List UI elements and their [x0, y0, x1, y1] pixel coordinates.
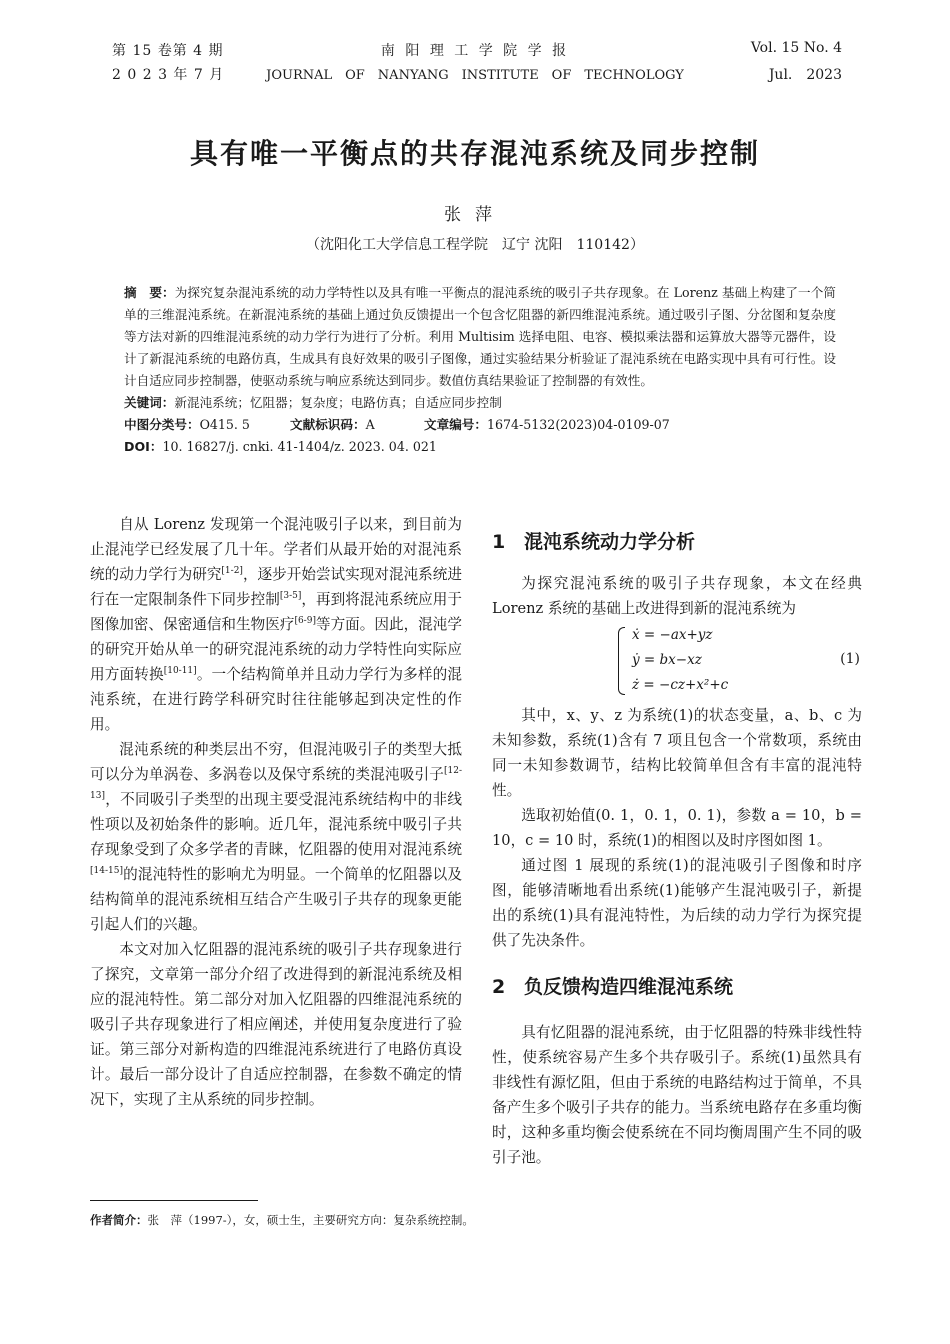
intro-paragraph-2 — [90, 737, 462, 937]
article-number — [424, 417, 670, 432]
equation-lines — [632, 623, 728, 698]
intro-p1-text-b: ，逐步开始尝试实现对混沌系统进行在一定限制条件下同步控制 — [90, 566, 462, 608]
keywords-label: 关键词： — [124, 395, 175, 410]
header-journal-cn: 南 阳 理 工 学 院 学 报 — [380, 43, 570, 59]
article-number-label: 文章编号： — [424, 417, 487, 432]
section-2-heading — [492, 975, 862, 1000]
equation-line-x: ẋ = −ax+yz — [632, 627, 713, 643]
classification-row — [124, 414, 836, 436]
intro-p1-text-c: ，再到将混沌系统应用于图像加密、保密通信和生物医疗 — [90, 591, 462, 633]
equation-1 — [492, 623, 862, 699]
footnote-text: 张 萍（1997-），女，硕士生，主要研究方向：复杂系统控制。 — [147, 1213, 474, 1227]
section-2-paragraph-1: 具有忆阻器的混沌系统，由于忆阻器的特殊非线性特性，使系统容易产生多个共存吸引子。系统(1)虽然具有非线性有源忆阻，但由于系统的电路结构过于简单，不具备产生多个吸引子共存的能力。当系统电路存在多重均衡时，这种多重均衡会使系统在不同均衡周围产生不同的吸引子池。 — [492, 1024, 862, 1166]
citation-10-11: [10-11] — [163, 666, 197, 676]
abstract-text: 为探究复杂混沌系统的动力学特性以及具有唯一平衡点的混沌系统的吸引子共存现象。在 Lorenz 基础上构建了一个简单的三维混沌系统。在新混沌系统的基础上通过负反馈提出一个包含忆阻器的新四维混沌系统。通过吸引子图、分岔图和复杂度等方法对新的四维混沌系统的动力学行为进行了分析。利用 Multisim 选择电阻、电容、模拟乘法器和运算放大器等元器件，设计了新混沌系统的电路仿真，生成具有良好效果的吸引子图像，通过实验结果分析验证了混沌系统在电路实现中具有可行性。设计自适应同步控制器，使驱动系统与响应系统达到同步。数值仿真结果验证了控制器的有效性。 — [124, 285, 836, 388]
doc-code — [290, 414, 424, 436]
header-journal-en: JOURNAL OF NANYANG INSTITUTE OF TECHNOLOGY — [266, 68, 684, 83]
footnote-rule — [90, 1200, 258, 1201]
intro-p2-text-c: 的混沌特性的影响尤为明显。一个简单的忆阻器以及结构简单的混沌系统相互结合产生吸引子共存的现象更能引起人们的兴趣。 — [90, 866, 462, 933]
doi — [124, 436, 836, 458]
equation-line-z: ż = −cz+x²+c — [632, 677, 729, 693]
equation-brace — [618, 627, 625, 695]
intro-p1-text-e: 。一个结构简单并且动力学行为多样的混沌系统，在进行跨学科研究时往往能够起到决定性的作用。 — [90, 666, 462, 733]
abstract-block — [124, 282, 836, 458]
abstract-label: 摘 要： — [124, 285, 175, 300]
citation-6-9: [6-9] — [294, 616, 316, 626]
header-date-en: Jul. 2023 — [768, 67, 842, 83]
abstract — [124, 282, 836, 392]
header-volume-en: Vol. 15 No. 4 — [750, 40, 842, 56]
intro-paragraph-1 — [90, 512, 462, 737]
section-2-title: 负反馈构造四维混沌系统 — [524, 976, 734, 998]
intro-p1-text-a: 自从 Lorenz 发现第一个混沌吸引子以来，到目前为止混沌学已经发展了几十年。学者们从最开始的对混沌系统的动力学行为研究 — [90, 516, 462, 583]
intro-p1-text-d: 等方面。因此，混沌学的研究开始从单一的研究混沌系统的动力学特性向实际应用方面转换 — [90, 616, 462, 683]
clc — [124, 414, 290, 436]
doi-label: DOI： — [124, 439, 163, 454]
author-name: 张萍 — [444, 205, 506, 225]
citation-12-13: [12-13] — [90, 766, 462, 801]
paper-title: 具有唯一平衡点的共存混沌系统及同步控制 — [189, 137, 760, 170]
citation-3-5: [3-5] — [279, 591, 302, 601]
citation-14-15: [14-15] — [90, 866, 123, 876]
clc-label: 中图分类号： — [124, 417, 200, 432]
doi-text: 10. 16827/j. cnki. 41-1404/z. 2023. 04. 021 — [162, 439, 437, 454]
header-volume-cn: 第 15 卷第 4 期 — [112, 43, 224, 59]
footnote-label: 作者简介： — [90, 1213, 148, 1227]
intro-paragraph-3: 本文对加入忆阻器的混沌系统的吸引子共存现象进行了探究，文章第一部分介绍了改进得到的新混沌系统及相应的混沌特性。第二部分对加入忆阻器的四维混沌系统的吸引子共存现象进行了相应阐述，并使用复杂度进行了验证。第三部分对新构造的四维混沌系统进行了电路仿真设计。最后一部分设计了自适应控制器，在参数不确定的情况下，实现了主从系统的同步控制。 — [90, 941, 462, 1108]
section-2-number: 2 — [492, 976, 506, 998]
clc-text: O415. 5 — [199, 417, 250, 432]
section-1-paragraph-4: 通过图 1 展现的系统(1)的混沌吸引子图像和时序图，能够清晰地看出系统(1)能够产生混沌吸引子，新提出的系统(1)具有混沌特性，为后续的动力学行为探究提供了先决条件。 — [492, 857, 862, 949]
citation-1-2: [1-2] — [221, 566, 243, 576]
equation-number: (1) — [840, 651, 860, 667]
author-affiliation: （沈阳化工大学信息工程学院 辽宁 沈阳 110142） — [306, 237, 644, 253]
article-number-text: 1674-5132(2023)04-0109-07 — [486, 417, 670, 432]
keywords — [124, 392, 836, 414]
header-date-cn: 2 0 2 3 年 7 月 — [112, 67, 225, 83]
section-1-paragraph-3: 选取初始值(0. 1，0. 1，0. 1)，参数 a = 10，b = 10，c = 10 时，系统(1)的相图以及时序图如图 1。 — [492, 807, 862, 849]
doc-code-text: A — [365, 417, 375, 432]
section-1-paragraph-2: 其中，x、y、z 为系统(1)的状态变量，a、b、c 为未知参数，系统(1)含有 7 项且包含一个常数项，系统由同一未知参数调节，结构比较简单但含有丰富的混沌特性。 — [492, 707, 862, 799]
section-1-paragraph-1: 为探究混沌系统的吸引子共存现象，本文在经典 Lorenz 系统的基础上改进得到新的混沌系统为 — [492, 575, 862, 617]
intro-p2-text-a: 混沌系统的种类层出不穷，但混沌吸引子的类型大抵可以分为单涡卷、多涡卷以及保守系统的类混沌吸引子 — [90, 741, 462, 783]
doc-code-label: 文献标识码： — [290, 417, 366, 432]
keywords-text: 新混沌系统；忆阻器；复杂度；电路仿真；自适应同步控制 — [174, 395, 502, 410]
section-1-title: 混沌系统动力学分析 — [524, 531, 696, 553]
right-column — [492, 530, 862, 1170]
section-1-number: 1 — [492, 531, 506, 553]
author-footnote — [90, 1212, 474, 1228]
equation-line-y: ẏ = bx−xz — [632, 652, 702, 668]
left-column — [90, 512, 462, 1112]
intro-p2-text-b: ，不同吸引子类型的出现主要受混沌系统结构中的非线性项以及初始条件的影响。近几年，混沌系统中吸引子共存现象受到了众多学者的青睐，忆阻器的使用对混沌系统 — [90, 791, 462, 858]
section-1-heading — [492, 530, 862, 555]
